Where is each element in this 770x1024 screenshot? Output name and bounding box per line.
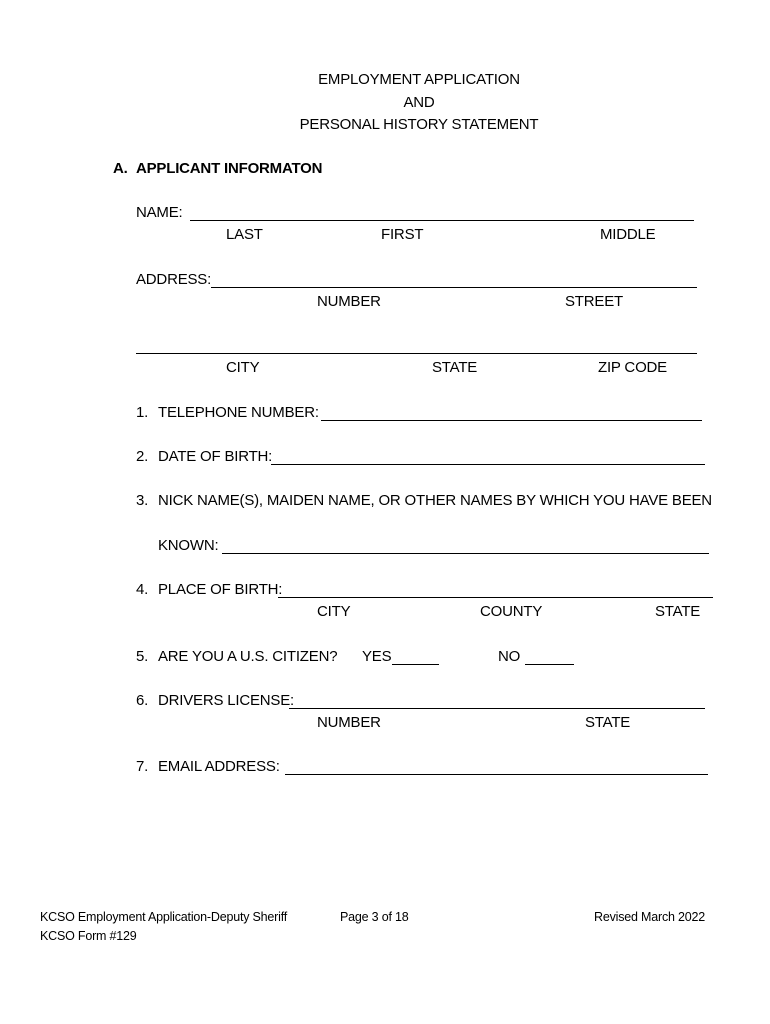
q6-sub-number: NUMBER (317, 714, 381, 731)
telephone-input-line[interactable] (321, 420, 702, 421)
q2-number: 2. (136, 448, 149, 465)
q3-number: 3. (136, 492, 149, 509)
q4-sub-county: COUNTY (480, 603, 543, 620)
address-sub-number: NUMBER (317, 293, 381, 310)
name-label: NAME: (136, 204, 183, 221)
name-sub-first: FIRST (381, 226, 424, 243)
footer-revision: Revised March 2022 (594, 910, 706, 924)
q5-yes-label: YES (362, 648, 392, 665)
address-sub-street: STREET (565, 293, 623, 310)
drivers-license-input-line[interactable] (289, 708, 705, 709)
header-line-3: PERSONAL HISTORY STATEMENT (299, 116, 539, 133)
q7-label: EMAIL ADDRESS: (158, 758, 280, 775)
email-input-line[interactable] (285, 774, 708, 775)
q7-number: 7. (136, 758, 149, 775)
section-letter: A. (113, 160, 128, 177)
q5-label: ARE YOU A U.S. CITIZEN? (158, 648, 338, 665)
q3-label: NICK NAME(S), MAIDEN NAME, OR OTHER NAMES BY WHICH YOU HAVE BEEN (158, 492, 712, 509)
citizen-yes-input-line[interactable] (392, 664, 439, 665)
other-names-input-line[interactable] (222, 553, 709, 554)
citizen-no-input-line[interactable] (525, 664, 574, 665)
q6-sub-state: STATE (585, 714, 631, 731)
address-sub-state: STATE (432, 359, 478, 376)
address-input-line[interactable] (211, 287, 697, 288)
footer-form-title: KCSO Employment Application-Deputy Sheriff (40, 910, 288, 924)
name-input-line[interactable] (190, 220, 694, 221)
name-sub-middle: MIDDLE (600, 226, 656, 243)
q4-number: 4. (136, 581, 149, 598)
q4-sub-city: CITY (317, 603, 351, 620)
footer-page-number: Page 3 of 18 (340, 910, 409, 924)
address-city-line[interactable] (136, 353, 697, 354)
place-of-birth-input-line[interactable] (278, 597, 713, 598)
q6-label: DRIVERS LICENSE: (158, 692, 295, 709)
q5-no-label: NO (498, 648, 521, 665)
q4-sub-state: STATE (655, 603, 701, 620)
address-sub-city: CITY (226, 359, 260, 376)
address-sub-zip: ZIP CODE (598, 359, 667, 376)
q6-number: 6. (136, 692, 149, 709)
dob-input-line[interactable] (271, 464, 705, 465)
header-line-1: EMPLOYMENT APPLICATION (318, 71, 520, 88)
q1-label: TELEPHONE NUMBER: (158, 404, 319, 421)
footer-form-number: KCSO Form #129 (40, 929, 137, 943)
name-sub-last: LAST (226, 226, 263, 243)
header-line-2: AND (403, 94, 435, 111)
q2-label: DATE OF BIRTH: (158, 448, 273, 465)
section-title: APPLICANT INFORMATON (136, 160, 323, 177)
q1-number: 1. (136, 404, 149, 421)
address-label: ADDRESS: (136, 271, 212, 288)
q3-label-known: KNOWN: (158, 537, 219, 554)
q5-number: 5. (136, 648, 149, 665)
q4-label: PLACE OF BIRTH: (158, 581, 283, 598)
